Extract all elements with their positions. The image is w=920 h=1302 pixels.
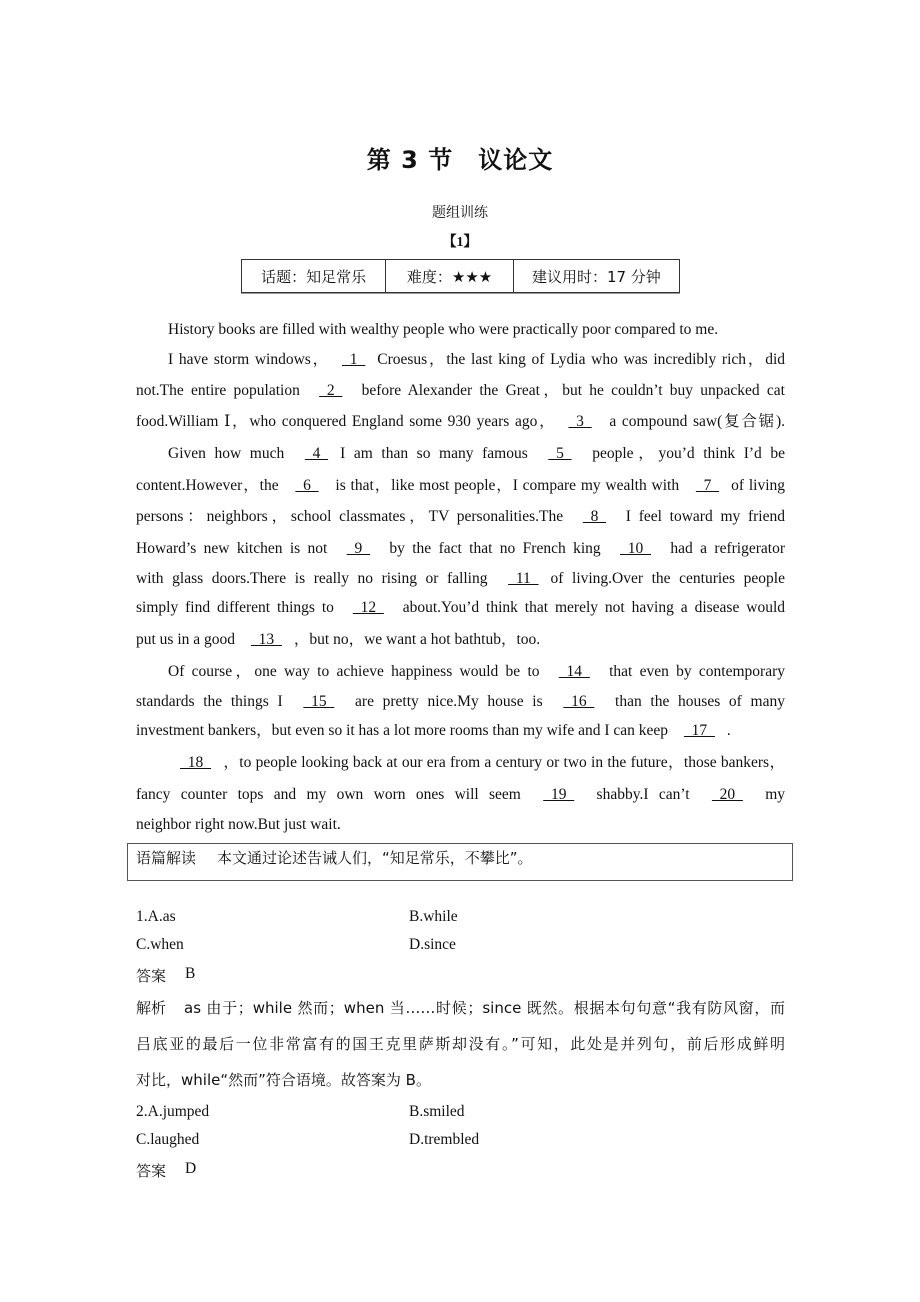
- blank-8: 8: [582, 508, 607, 525]
- info-table: [241, 259, 680, 293]
- blank-13: 13: [250, 631, 282, 648]
- passage-line: [168, 444, 785, 464]
- blank-4: 4: [304, 445, 329, 462]
- passage-line: [136, 692, 785, 712]
- passage-line: [168, 350, 785, 370]
- passage-text: are pretty nice.My house is: [346, 693, 552, 710]
- exercise-number: 【1】: [442, 235, 478, 250]
- option-b: B.smiled: [409, 1103, 465, 1120]
- passage-text: is that，like most people，I compare my wealth with: [330, 477, 684, 494]
- blank-18: 18: [180, 754, 211, 771]
- section-title: 第 3 节 议论文: [366, 146, 554, 174]
- passage-line: [136, 721, 785, 741]
- passage-text: that even by contemporary: [601, 663, 785, 680]
- blank-3: 3: [568, 413, 592, 430]
- blank-9: 9: [346, 540, 370, 557]
- passage-text: Given how much: [168, 445, 293, 462]
- passage-line: [136, 412, 785, 432]
- passage-text: ，to people looking back at our era from a century or two in the future，those bankers，: [223, 754, 785, 771]
- passage-text: by the fact that no French king: [382, 540, 609, 557]
- passage-text: I feel toward my friend: [618, 508, 785, 525]
- passage-line: [136, 815, 785, 835]
- time-cell: 建议用时：17 分钟: [531, 267, 661, 286]
- analysis-label: 解析: [136, 999, 167, 1017]
- passage-line: [136, 507, 785, 527]
- blank-19: 19: [543, 786, 575, 803]
- option-d: D.since: [409, 936, 456, 953]
- passage-text: than the houses of many: [606, 693, 785, 710]
- passage-text: History books are filled with wealthy people who were practically poor compared to me.: [168, 321, 719, 338]
- analysis-line: as 由于；while 然而；when 当……时候；since 既然。根据本句句意“我有防风窗，而: [184, 999, 785, 1017]
- option-c: C.when: [136, 936, 184, 953]
- blank-5: 5: [548, 445, 572, 462]
- passage-line: [136, 785, 785, 805]
- passage-line: [168, 662, 785, 682]
- option-c: C.laughed: [136, 1131, 200, 1148]
- blank-15: 15: [303, 693, 335, 710]
- passage-text: of living: [731, 477, 785, 494]
- passage-line: [168, 320, 785, 340]
- blank-2: 2: [319, 382, 343, 399]
- passage-text: neighbor right now.But just wait.: [136, 816, 341, 833]
- topic-cell: 话题：知足常乐: [242, 260, 386, 292]
- passage-text: put us in a good: [136, 631, 239, 648]
- passage-text: Howard’s new kitchen is not: [136, 540, 335, 557]
- passage-text: Croesus，the last king of Lydia who was incredibly rich，did: [377, 351, 786, 368]
- passage-text: food.William Ⅰ，who conquered England some 930 years ago，: [136, 413, 557, 430]
- passage-text: standards the things I: [136, 693, 292, 710]
- blank-7: 7: [695, 477, 720, 494]
- passage-line: [136, 630, 785, 650]
- passage-text: had a refrigerator: [663, 540, 785, 557]
- answer-label: 答案: [136, 1162, 167, 1180]
- blank-17: 17: [683, 722, 715, 739]
- summary-text: 本文通过论述告诫人们，“知足常乐，不攀比”。: [217, 849, 533, 867]
- passage-text: my: [754, 786, 786, 803]
- answer-label: 答案: [136, 967, 167, 985]
- answer-value: B: [185, 965, 196, 982]
- summary-label: 语篇解读: [136, 849, 197, 867]
- blank-10: 10: [620, 540, 652, 557]
- blank-16: 16: [563, 693, 595, 710]
- passage-text: shabby.I can’t: [586, 786, 700, 803]
- passage-text: ，but no，we want a hot bathtub，too.: [293, 631, 541, 648]
- passage-text: Of course，one way to achieve happiness would be to: [168, 663, 547, 680]
- passage-text: of living.Over the centuries people: [550, 570, 785, 587]
- passage-line: [136, 476, 785, 496]
- blank-6: 6: [295, 477, 319, 494]
- passage-line: [136, 598, 785, 618]
- passage-text: about.You’d think that merely not having a disease would: [395, 599, 785, 616]
- blank-20: 20: [711, 786, 743, 803]
- passage-text: a compound saw(复合锯).: [603, 413, 785, 430]
- blank-14: 14: [558, 663, 590, 680]
- option-d: D.trembled: [409, 1131, 480, 1148]
- subtitle: 题组训练: [432, 205, 488, 221]
- summary-box: [127, 843, 793, 881]
- passage-text: fancy counter tops and my own worn ones will seem: [136, 786, 532, 803]
- passage-line: [136, 381, 785, 401]
- blank-11: 11: [508, 570, 539, 587]
- passage-text: persons：neighbors，school classmates，TV personalities.The: [136, 508, 571, 525]
- passage-text: not.The entire population: [136, 382, 308, 399]
- passage-text: with glass doors.There is really no rising or falling: [136, 570, 497, 587]
- passage-line: [136, 569, 785, 589]
- option-b: B.while: [409, 908, 458, 925]
- passage-text: I am than so many famous: [340, 445, 537, 462]
- passage-text: people，you’d think I’d be: [583, 445, 786, 462]
- passage-text: before Alexander the Great，but he couldn’t buy unpacked cat: [354, 382, 785, 399]
- option-a: 1.A.as: [136, 908, 176, 925]
- passage-text: content.However，the: [136, 477, 284, 494]
- passage-text: simply find different things to: [136, 599, 341, 616]
- analysis-line: 对比，while“然而”符合语境。故答案为 B。: [136, 1071, 431, 1089]
- analysis-line: 吕底亚的最后一位非常富有的国王克里萨斯却没有。”可知，此处是并列句，前后形成鲜明: [136, 1035, 785, 1053]
- passage-text: investment bankers，but even so it has a lot more rooms than my wife and I can keep: [136, 722, 672, 739]
- blank-12: 12: [352, 599, 384, 616]
- passage-line: [136, 539, 785, 559]
- passage-line: [168, 753, 785, 773]
- option-a: 2.A.jumped: [136, 1103, 210, 1120]
- answer-value: D: [185, 1160, 197, 1177]
- passage-text: .: [726, 722, 731, 739]
- blank-1: 1: [342, 351, 366, 368]
- difficulty-cell: 难度：★★★: [386, 260, 513, 292]
- passage-text: I have storm windows，: [168, 351, 331, 368]
